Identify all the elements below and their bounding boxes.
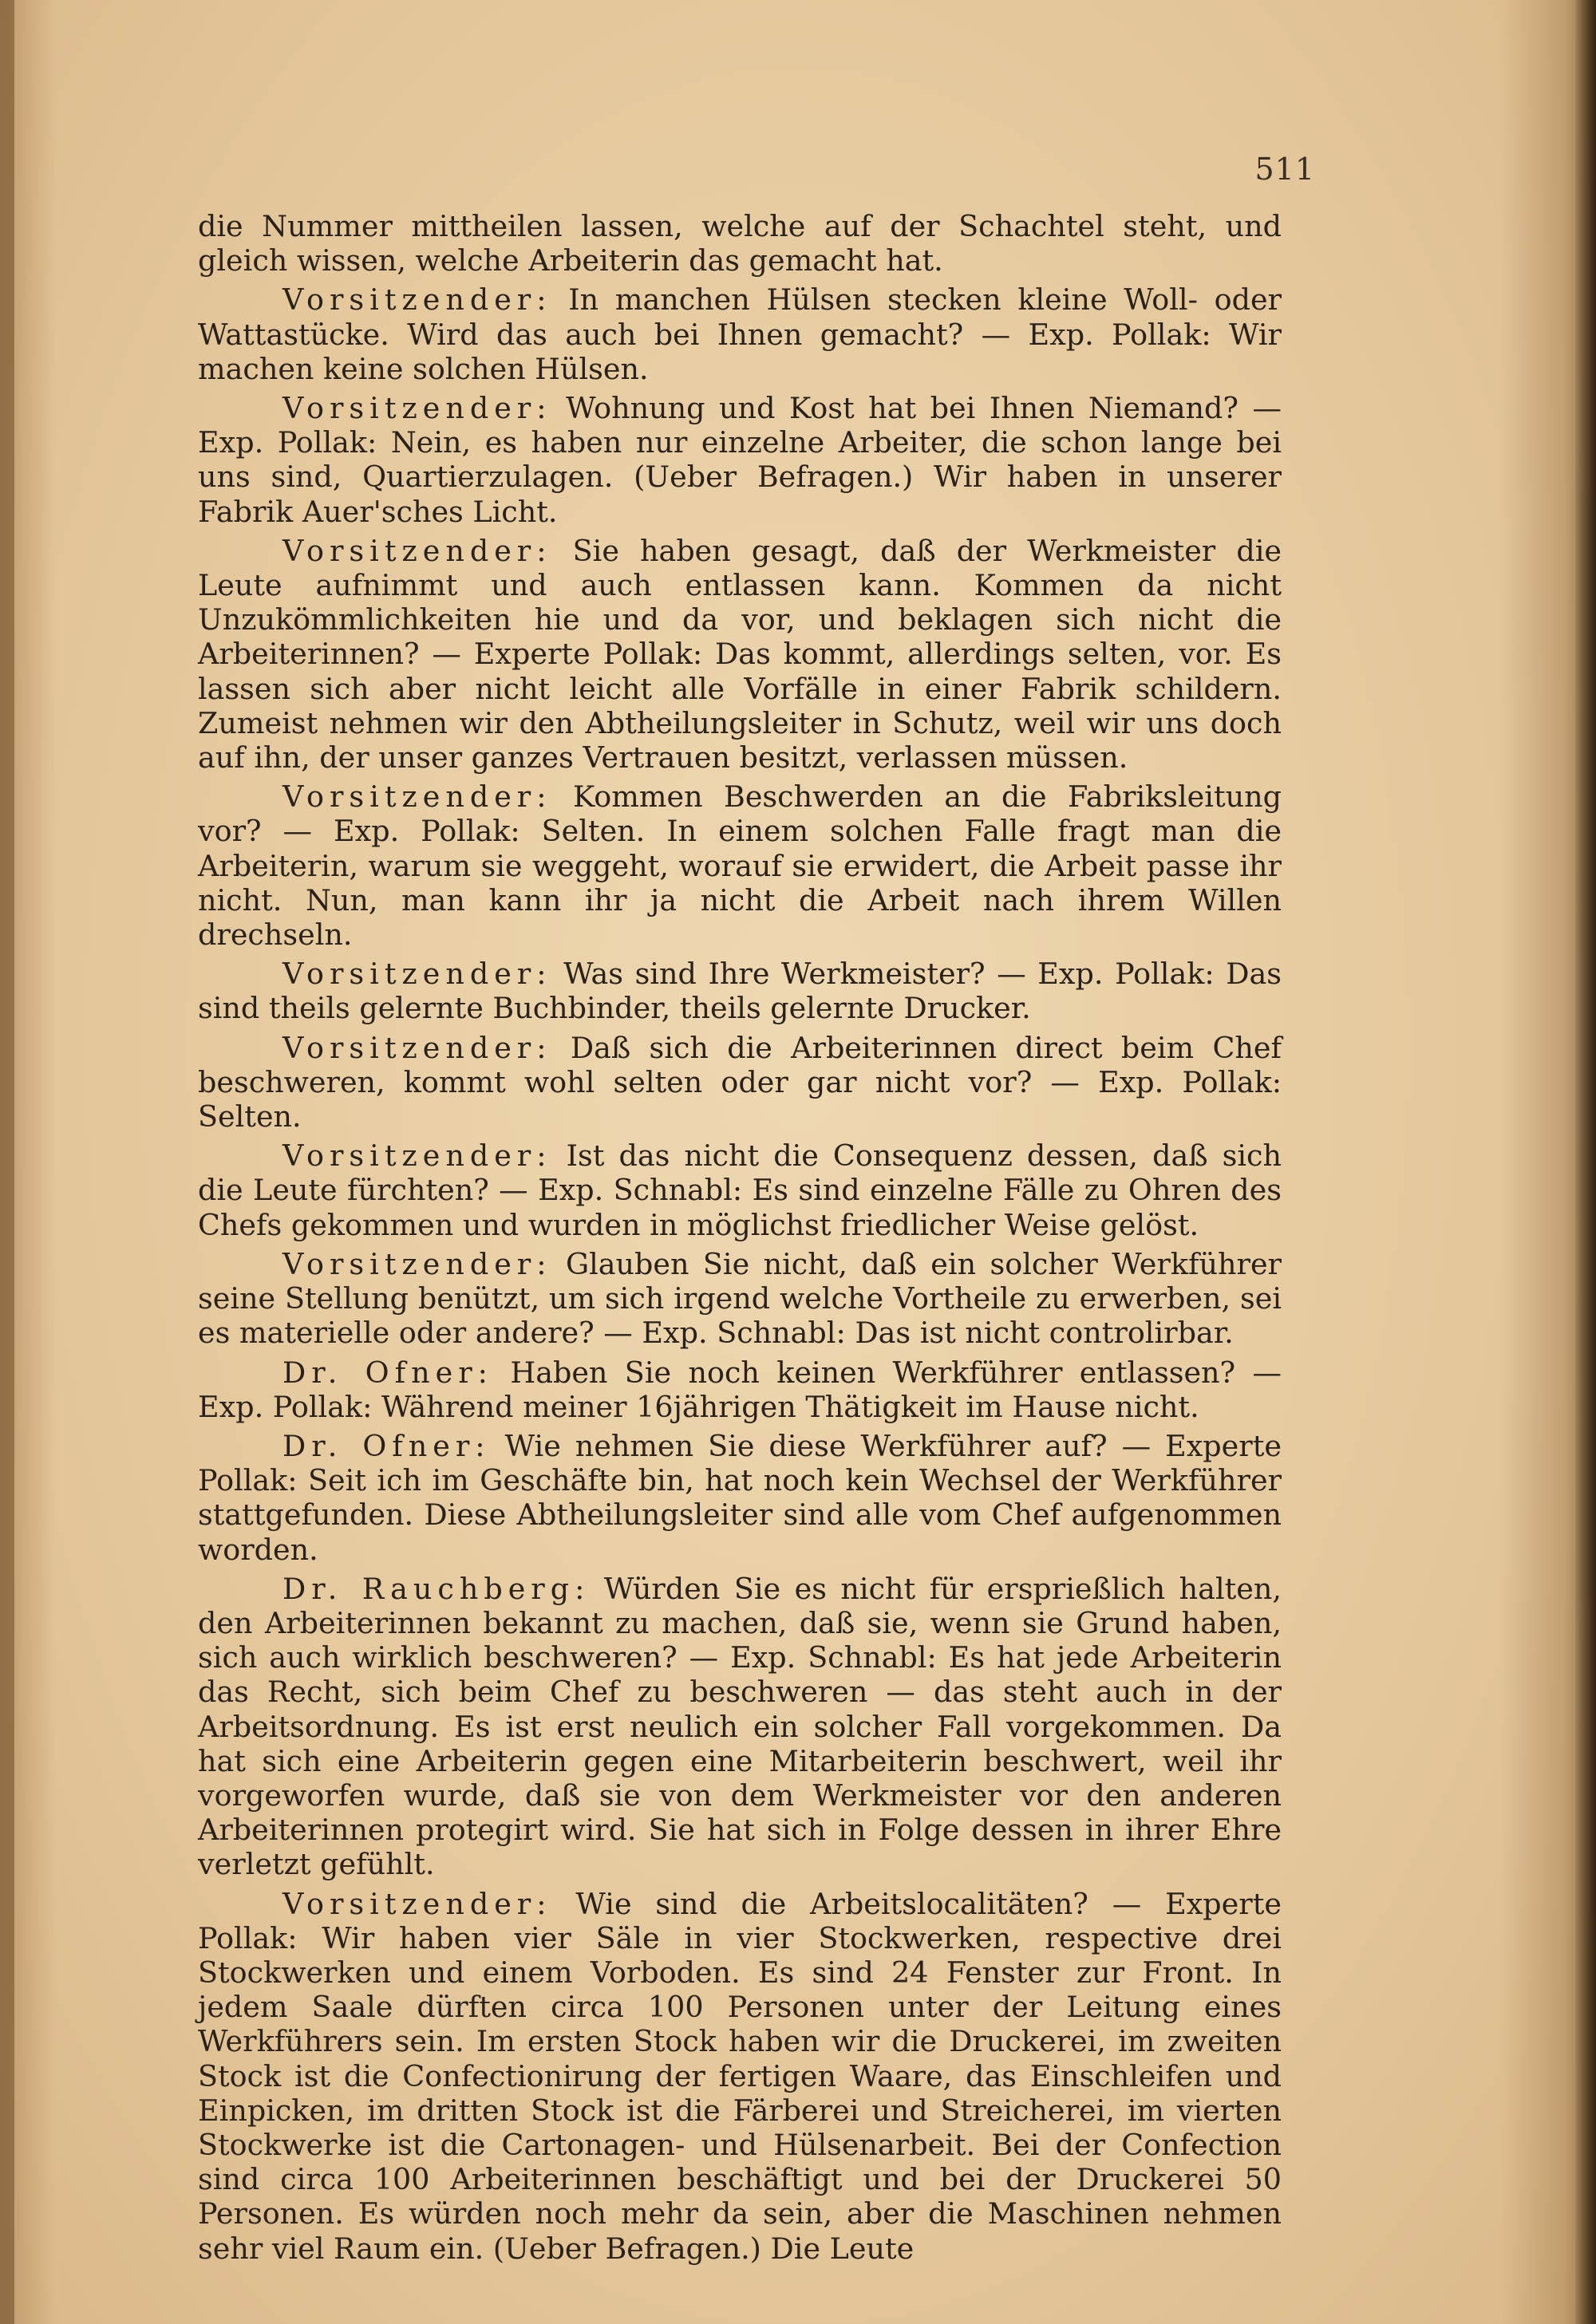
paragraph bbox=[198, 391, 1282, 529]
paragraph bbox=[198, 534, 1282, 775]
paragraph-text: Würden Sie es nicht für ersprießlich halten, den Arbeiterinnen bekannt zu machen, daß sie, wenn sie Grund haben, sich auch wirklich beschweren? — Exp. Schnabl: Es hat jede Arbeiterin das Recht, sich beim Chef zu beschweren — das steht auch in der Arbeitsordnung. Es ist erst neulich ein solcher Fall vorgekommen. Da hat sich eine Arbeiterin gegen eine Mitarbeiterin beschwert, weil ihr vorgeworfen wurde, daß sie von dem Werkmeister vor den anderen Arbeiterinnen protegirt wird. Sie hat sich in Folge dessen in ihrer Ehre verletzt gefühlt. bbox=[198, 1571, 1282, 1882]
paragraph bbox=[198, 1355, 1282, 1424]
paragraph bbox=[198, 1429, 1282, 1567]
paragraph-text: Haben Sie noch keinen Werkführer entlassen? — Exp. Pollak: Während meiner 16jährigen Thätigkeit im Hause nicht. bbox=[198, 1355, 1282, 1424]
page-edge-right bbox=[1575, 0, 1596, 2324]
speaker-name: Vorsitzender: bbox=[282, 957, 552, 992]
paragraph-text: Ist das nicht die Consequenz dessen, daß sich die Leute fürchten? — Exp. Schnabl: Es sind einzelne Fälle zu Ohren des Chefs gekommen und wurden in möglichst friedlicher Weise gelöst. bbox=[198, 1138, 1282, 1242]
speaker-name: Dr. Ofner: bbox=[282, 1428, 491, 1463]
paragraph bbox=[198, 957, 1282, 1025]
speaker-name: Vorsitzender: bbox=[282, 533, 552, 568]
speaker-name: Vorsitzender: bbox=[282, 1030, 552, 1065]
paragraph-text: Wie sind die Arbeitslocalitäten? — Experte Pollak: Wir haben vier Säle in vier Stockwerken, respective drei Stockwerken und einem Vorboden. Es sind 24 Fenster zur Front. In jedem Saale dürften circa 100 Personen unter der Leitung eines Werkführers sein. Im ersten Stock haben wir die Druckerei, im zweiten Stock ist die Confectionirung der fertigen Waare, das Einschleifen und Einpicken, im dritten Stock ist die Färberei und Streicherei, im vierten Stockwerke ist die Cartonagen- und Hülsenarbeit. Bei der Confection sind circa 100 Arbeiterinnen beschäftigt und bei der Druckerei 50 Personen. Es würden noch mehr da sein, aber die Maschinen nehmen sehr viel Raum ein. (Ueber Befragen.) Die Leute bbox=[198, 1886, 1282, 2266]
paragraph bbox=[198, 1031, 1282, 1134]
paragraph bbox=[198, 779, 1282, 952]
paragraph bbox=[198, 1887, 1282, 2266]
paragraph-text: Was sind Ihre Werkmeister? — Exp. Pollak: Das sind theils gelernte Buchbinder, theils gelernte Drucker. bbox=[198, 957, 1282, 1026]
page-edge-left bbox=[0, 0, 14, 2324]
paragraph bbox=[198, 282, 1282, 386]
speaker-name: Vorsitzender: bbox=[282, 1246, 552, 1281]
paragraph-text: Sie haben gesagt, daß der Werkmeister die Leute aufnimmt und auch entlassen kann. Kommen da nicht Unzukömmlichkeiten hie und da vor, und beklagen sich nicht die Arbeiterinnen? — Experte Pollak: Das kommt, allerdings selten, vor. Es lassen sich aber nicht leicht alle Vorfälle in einer Fabrik schildern. Zumeist nehmen wir den Abtheilungsleiter in Schutz, weil wir uns doch auf ihn, der unser ganzes Vertrauen besitzt, verlassen müssen. bbox=[198, 533, 1282, 775]
speaker-name: Vorsitzender: bbox=[282, 391, 552, 426]
paragraph bbox=[198, 1247, 1282, 1351]
paragraph-text: Wie nehmen Sie diese Werkführer auf? — Experte Pollak: Seit ich im Geschäfte bin, hat noch kein Wechsel der Werkführer stattgefunden. Diese Abtheilungsleiter sind alle vom Chef aufgenommen worden. bbox=[198, 1428, 1282, 1567]
speaker-name: Vorsitzender: bbox=[282, 779, 552, 815]
speaker-name: Dr. Rauchberg: bbox=[282, 1571, 591, 1606]
speaker-name: Vorsitzender: bbox=[282, 282, 552, 318]
paragraph bbox=[198, 1138, 1282, 1242]
paragraph-text: Daß sich die Arbeiterinnen direct beim Chef beschweren, kommt wohl selten oder gar nicht vor? — Exp. Pollak: Selten. bbox=[198, 1030, 1282, 1134]
paragraph-text: Kommen Beschwerden an die Fabriksleitung vor? — Exp. Pollak: Selten. In einem solchen Falle fragt man die Arbeiterin, warum sie weggeht, worauf sie erwidert, die Arbeit passe ihr nicht. Nun, man kann ihr ja nicht die Arbeit nach ihrem Willen drechseln. bbox=[198, 779, 1282, 953]
speaker-name: Vorsitzender: bbox=[282, 1138, 552, 1174]
paragraph-text: Wohnung und Kost hat bei Ihnen Niemand? — Exp. Pollak: Nein, es haben nur einzelne Arbeiter, die schon lange bei uns sind, Quartierzulagen. (Ueber Befragen.) Wir haben in unserer Fabrik Auer'sches Licht. bbox=[198, 391, 1282, 529]
speaker-name: Vorsitzender: bbox=[282, 1886, 552, 1921]
body-text bbox=[198, 209, 1282, 2266]
speaker-name: Dr. Ofner: bbox=[282, 1355, 493, 1390]
paragraph-text: In manchen Hülsen stecken kleine Woll- oder Wattastücke. Wird das auch bei Ihnen gemacht? — Exp. Pollak: Wir machen keine solchen Hülsen. bbox=[198, 282, 1282, 386]
paragraph-text: die Nummer mittheilen lassen, welche auf der Schachtel steht, und gleich wissen, welche Arbeiterin das gemacht hat. bbox=[198, 209, 1282, 278]
paragraph bbox=[198, 1572, 1282, 1882]
paragraph bbox=[198, 209, 1282, 278]
page-number: 511 bbox=[1254, 152, 1315, 187]
paragraph-text: Glauben Sie nicht, daß ein solcher Werkführer seine Stellung benützt, um sich irgend welche Vortheile zu erwerben, sei es materielle oder andere? — Exp. Schnabl: Das ist nicht controlirbar. bbox=[198, 1246, 1282, 1351]
